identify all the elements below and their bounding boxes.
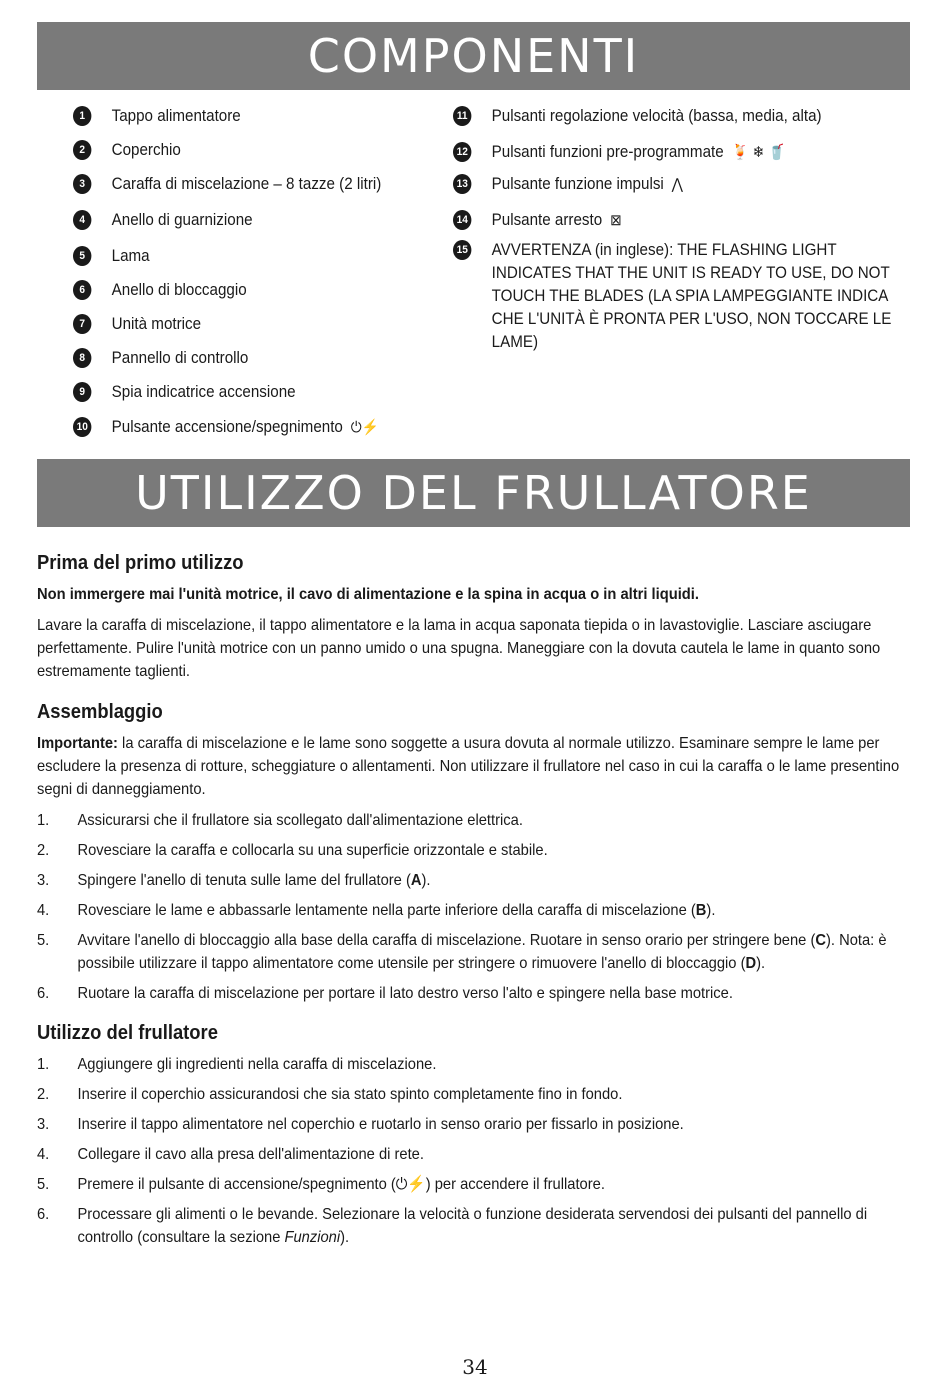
component-number: 9	[73, 382, 91, 402]
list-item	[37, 1083, 911, 1106]
component-item	[453, 141, 785, 164]
step-text-part: Avvitare l'anello di bloccaggio alla base della caraffa di miscelazione. Ruotare in senso orario per stringere bene (	[77, 932, 816, 949]
component-item	[73, 347, 248, 370]
component-number: 6	[73, 280, 91, 300]
component-number: 5	[73, 246, 91, 266]
preset-functions-icon: 🍹 ❄ 🥤	[731, 144, 786, 161]
paragraph: Lavare la caraffa di miscelazione, il tappo alimentatore e la lama in acqua saponata tiepida o in lavastoviglie. Lasciare asciugare perfettamente. Pulire l'unità motrice con un panno umido o una spugna. Maneggiare con la dovuta cautela le lame in quanto sono estremamente taglienti.	[37, 617, 881, 680]
component-number: 11	[453, 106, 471, 126]
section-prima	[37, 552, 917, 691]
component-number: 4	[73, 210, 91, 230]
component-item	[73, 416, 379, 439]
assembly-steps	[37, 809, 917, 1005]
list-item	[37, 1173, 911, 1196]
component-item	[73, 173, 381, 196]
section-utilizzo	[37, 1022, 917, 1256]
usage-steps	[37, 1053, 917, 1249]
step-text	[77, 1203, 911, 1249]
list-item	[37, 982, 911, 1005]
step-number: 4.	[37, 902, 50, 919]
step-text-part: ) per accendere il frullatore.	[425, 1176, 605, 1193]
step-text-part: ).	[756, 955, 766, 972]
step-number: 2.	[37, 842, 50, 859]
step-number: 4.	[37, 1146, 50, 1163]
step-number: 1.	[37, 1056, 50, 1073]
step-number: 5.	[37, 1176, 50, 1193]
component-label	[112, 416, 379, 439]
component-number: 2	[73, 140, 91, 160]
component-item	[453, 239, 901, 354]
component-number: 15	[453, 240, 471, 260]
component-label: Anello di guarnizione	[111, 211, 253, 229]
component-label-text: Pulsante funzione impulsi	[491, 175, 664, 193]
section-heading: Assemblaggio	[37, 701, 163, 723]
component-number: 3	[73, 174, 91, 194]
component-label: Tappo alimentatore	[111, 107, 241, 125]
component-label: Lama	[111, 247, 150, 265]
component-item	[73, 105, 241, 128]
list-item	[37, 1113, 911, 1136]
list-item	[37, 1143, 911, 1166]
step-text-part: ).	[421, 872, 431, 889]
step-text-part: ).	[340, 1229, 350, 1246]
component-label: Anello di bloccaggio	[111, 281, 247, 299]
step-text	[77, 899, 911, 922]
list-item	[37, 1053, 911, 1076]
component-label: Coperchio	[111, 141, 181, 159]
list-item	[37, 929, 911, 975]
component-label: Pulsanti regolazione velocità (bassa, media, alta)	[491, 107, 822, 125]
component-label: Unità motrice	[111, 315, 202, 333]
component-label: Spia indicatrice accensione	[111, 383, 296, 401]
section-reference: Funzioni	[284, 1229, 341, 1246]
step-text: Rovesciare la caraffa e collocarla su una superficie orizzontale e stabile.	[77, 842, 548, 859]
component-item	[73, 313, 201, 336]
figure-ref: D	[745, 955, 757, 972]
important-text: la caraffa di miscelazione e le lame sono soggette a usura dovuta al normale utilizzo. Esaminare sempre le lame per escludere la presenza di rotture, scheggiature o allentamenti. Non utilizzare il frullatore nel caso in cui la caraffa o le lame presentino segni di danneggiamento.	[37, 735, 900, 798]
list-item	[37, 899, 911, 922]
step-text: Inserire il tappo alimentatore nel coperchio e ruotarlo in senso orario per fissarlo in posizione.	[77, 1116, 684, 1133]
step-text-part: Spingere l'anello di tenuta sulle lame del frullatore (	[77, 872, 411, 889]
list-item	[37, 839, 911, 862]
step-text	[77, 929, 911, 975]
section-heading: Utilizzo del frullatore	[37, 1022, 218, 1044]
component-number: 12	[453, 142, 471, 162]
component-item	[73, 139, 181, 162]
step-number: 6.	[37, 985, 50, 1002]
component-label: Pannello di controllo	[111, 349, 249, 367]
step-text: Aggiungere gli ingredienti nella caraffa di miscelazione.	[77, 1056, 437, 1073]
list-item	[37, 869, 911, 892]
step-text	[77, 869, 911, 892]
component-label	[492, 173, 683, 196]
component-number: 13	[453, 174, 471, 194]
component-item	[453, 173, 683, 196]
warning-text: Non immergere mai l'unità motrice, il cavo di alimentazione e la spina in acqua o in altri liquidi.	[37, 586, 699, 603]
figure-ref: A	[410, 872, 422, 889]
component-label-text: Pulsanti funzioni pre-programmate	[491, 143, 724, 161]
section-heading: Prima del primo utilizzo	[37, 552, 244, 574]
step-text-part: Rovesciare le lame e abbassarle lentamente nella parte inferiore della caraffa di miscelazione (	[77, 902, 696, 919]
important-note	[37, 732, 911, 801]
component-item	[73, 279, 247, 302]
component-item	[453, 209, 622, 232]
component-item	[73, 381, 296, 404]
step-text: Ruotare la caraffa di miscelazione per portare il lato destro verso l'alto e spingere nella base motrice.	[77, 985, 733, 1002]
page-number: 34	[462, 1355, 488, 1379]
component-label: Caraffa di miscelazione – 8 tazze (2 litri)	[111, 175, 382, 193]
component-label: AVVERTENZA (in inglese): THE FLASHING LIGHT INDICATES THAT THE UNIT IS READY TO USE, DO NOT TOUCH THE BLADES (LA SPIA LAMPEGGIANTE INDICA CHE L'UNITÀ È PRONTA PER L'USO, NON TOCCARE LE LAME)	[491, 241, 892, 351]
list-item	[37, 1203, 911, 1249]
section-assemblaggio	[37, 701, 917, 1012]
componenti-title: COMPONENTI	[307, 29, 640, 83]
step-text	[77, 1173, 911, 1196]
step-number: 2.	[37, 1086, 50, 1103]
figure-ref: B	[695, 902, 707, 919]
step-text-part: ). Nota: è possibile utilizzare il tappo alimentatore come utensile per stringere o rimuovere l'anello di bloccaggio (	[77, 932, 887, 972]
step-text-part: Processare gli alimenti o le bevande. Selezionare la velocità o funzione desiderata servendosi dei pulsanti del pannello di controllo (consultare la sezione	[77, 1206, 868, 1246]
step-number: 5.	[37, 932, 50, 949]
component-label	[492, 209, 622, 232]
component-number: 7	[73, 314, 91, 334]
step-number: 3.	[37, 872, 50, 889]
component-label-text: Pulsante accensione/spegnimento	[111, 418, 343, 436]
step-number: 6.	[37, 1206, 50, 1223]
step-text-part: ).	[706, 902, 716, 919]
component-number: 1	[73, 106, 91, 126]
component-number: 14	[453, 210, 471, 230]
component-item	[73, 245, 150, 268]
step-text: Collegare il cavo alla presa dell'alimentazione di rete.	[77, 1146, 424, 1163]
utilizzo-banner	[37, 459, 910, 527]
utilizzo-title: UTILIZZO DEL FRULLATORE	[135, 466, 812, 520]
component-label	[492, 141, 786, 164]
component-item	[453, 105, 822, 128]
power-icon: ⏻⚡	[395, 1176, 426, 1193]
step-number: 3.	[37, 1116, 50, 1133]
list-item	[37, 809, 911, 832]
component-number: 8	[73, 348, 91, 368]
figure-ref: C	[815, 932, 826, 949]
step-text-part: Premere il pulsante di accensione/spegnimento (	[77, 1176, 396, 1193]
power-icon: ⏻⚡	[350, 419, 379, 436]
step-text: Assicurarsi che il frullatore sia scollegato dall'alimentazione elettrica.	[77, 812, 523, 829]
step-number: 1.	[37, 812, 50, 829]
component-item	[73, 209, 253, 232]
component-number: 10	[73, 417, 91, 437]
step-text: Inserire il coperchio assicurandosi che sia stato spinto completamente fino in fondo.	[77, 1086, 623, 1103]
component-label-text: Pulsante arresto	[491, 211, 603, 229]
important-label: Importante:	[37, 735, 118, 752]
pulse-icon: ⋀	[671, 176, 684, 193]
componenti-banner	[37, 22, 910, 90]
stop-icon: ⊠	[610, 212, 622, 229]
